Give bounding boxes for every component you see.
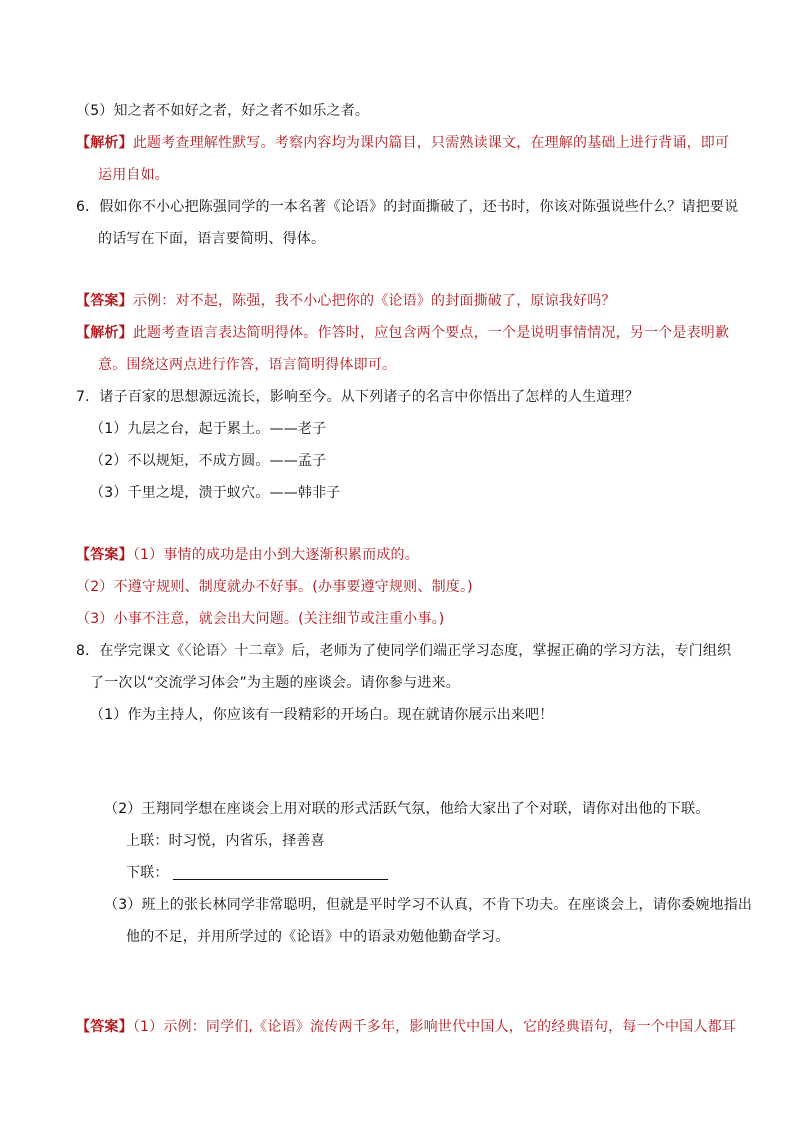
q6-stem-line1: 假如你不小心把陈强同学的一本名著《论语》的封面撕破了，还书时，你该对陈强说些什么？请把要说	[99, 199, 739, 215]
q6-analysis-line2: 意。围绕这两点进行作答，语言简明得体即可。	[98, 357, 397, 373]
q6-answer-text: 示例：对不起，陈强，我不小心把你的《论语》的封面撕破了，原谅我好吗？	[132, 293, 616, 309]
q6-stem-line2: 的话写在下面，语言要简明、得体。	[98, 231, 326, 247]
q7-answer-1: （1）事情的成功是由小到大逐渐积累而成的。	[132, 547, 419, 563]
q7-item-2: （2）不以规矩，不成方圆。——孟子	[90, 453, 327, 469]
analysis-tag: 【解析】	[76, 325, 133, 341]
q6-number: 6．	[76, 199, 100, 215]
q6-analysis	[76, 323, 729, 343]
q7-number: 7．	[76, 389, 100, 405]
q5-item-text: 知之者不如好之者，好之者不如乐之者。	[113, 103, 370, 119]
q7-answer	[76, 545, 419, 565]
q5-item-label: （5）	[76, 103, 114, 119]
q6-stem	[76, 197, 738, 217]
answer-blank-line[interactable]	[173, 865, 388, 880]
q8-sub3-line1: （3）班上的张长林同学非常聪明，但就是平时学习不认真，不肯下功夫。在座谈会上，请你委婉地指出	[104, 897, 753, 913]
q7-answer-2: （2）不遵守规则、制度就办不好事。(办事要遵守规则、制度。)	[76, 579, 473, 595]
q8-upper-couplet: 上联：时习悦，内省乐，择善喜	[126, 833, 325, 849]
q8-sub1: （1）作为主持人，你应该有一段精彩的开场白。现在就请你展示出来吧！	[90, 707, 554, 723]
answer-tag: 【答案】	[76, 293, 133, 309]
q6-answer	[76, 291, 616, 311]
answer-tag: 【答案】	[76, 1019, 133, 1035]
q7-item-3: （3）千里之堤，溃于蚁穴。——韩非子	[90, 485, 341, 501]
q8-lower-couplet-label: 下联：	[126, 865, 169, 881]
q7-stem-text: 诸子百家的思想源远流长，影响至今。从下列诸子的名言中你悟出了怎样的人生道理？	[99, 389, 639, 405]
q8-number: 8．	[76, 643, 100, 659]
answer-tag: 【答案】	[76, 547, 133, 563]
q8-stem-line2: 了一次以“交流学习体会”为主题的座谈会。请你参与进来。	[90, 675, 460, 691]
q8-sub3-line2: 他的不足，并用所学过的《论语》中的语录劝勉他勤奋学习。	[126, 929, 510, 945]
q5-item	[76, 101, 369, 121]
q8-lower-couplet	[126, 863, 388, 883]
q8-stem-line1: 在学完课文《〈论语〉十二章》后，老师为了使同学们端正学习态度，掌握正确的学习方法，专门组织	[99, 643, 732, 659]
q7-stem	[76, 387, 639, 407]
q8-sub2: （2）王翔同学想在座谈会上用对联的形式活跃气氛，他给大家出了个对联，请你对出他的下联。	[104, 801, 710, 817]
q8-answer	[76, 1017, 736, 1037]
analysis-tag: 【解析】	[76, 135, 133, 151]
analysis-prev	[76, 133, 729, 153]
q7-item-1: （1）九层之台，起于累土。——老子	[90, 421, 327, 437]
analysis-prev-line2: 运用自如。	[98, 167, 169, 183]
q6-analysis-line1: 此题考查语言表达简明得体。作答时，应包含两个要点，一个是说明事情情况，另一个是表明歉	[132, 325, 730, 341]
q8-answer-line1: （1）示例：同学们,《论语》流传两千多年，影响世代中国人，它的经典语句，每一个中国人都耳	[132, 1019, 736, 1035]
analysis-prev-line1: 此题考查理解性默写。考察内容均为课内篇目，只需熟读课文，在理解的基础上进行背诵，即可	[132, 135, 730, 151]
q8-stem	[76, 641, 731, 661]
q7-answer-3: （3）小事不注意，就会出大问题。(关注细节或注重小事。)	[76, 611, 445, 627]
